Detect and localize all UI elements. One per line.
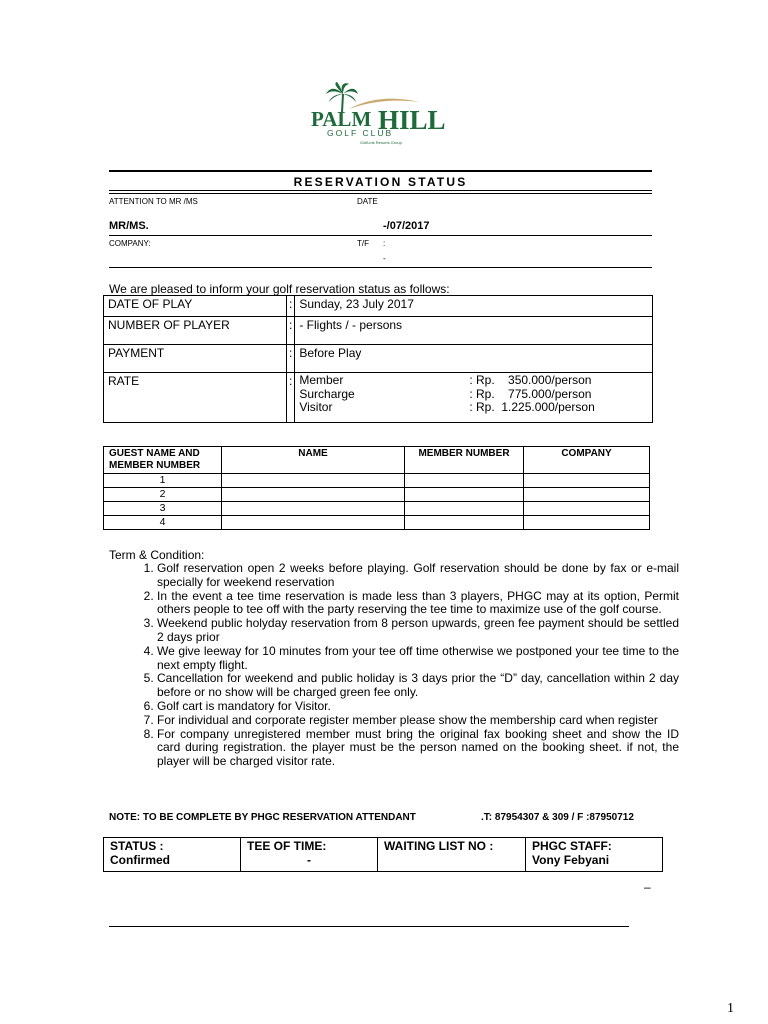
rate-line <box>299 374 648 388</box>
column-header: NAME <box>222 447 405 474</box>
tf-value: - <box>383 254 386 263</box>
table-row <box>104 488 650 502</box>
guest-table <box>103 446 650 530</box>
company-cell[interactable] <box>524 474 650 488</box>
term-item: 8. For company unregistered member must bring the original fax booking sheet and show the ID card during registration. the player must be the person named on the booking sheet. if not, the player will be charged visitor rate. <box>157 728 679 769</box>
staff-value: Vony Febyani <box>532 853 610 867</box>
rate-values <box>295 373 653 423</box>
table-row <box>104 296 653 317</box>
status-value: Confirmed <box>110 853 170 867</box>
term-item: 7. For individual and corporate register member please show the membership card when register <box>157 714 679 728</box>
name-cell[interactable] <box>222 516 405 530</box>
players-label: NUMBER OF PLAYER <box>104 317 287 345</box>
contact-numbers: .T: 87954307 & 309 / F :87950712 <box>481 812 634 823</box>
date-label: DATE <box>357 197 378 206</box>
term-item: 6. Golf cart is mandatory for Visitor. <box>157 700 679 714</box>
colon: : <box>287 296 295 317</box>
intro-text: We are pleased to inform your golf reservation status as follows: <box>109 282 450 296</box>
table-row <box>104 838 663 872</box>
colon: : <box>287 345 295 373</box>
rate-surcharge-label: Surcharge <box>299 386 355 401</box>
row-number: 3 <box>104 502 222 516</box>
logo-tagline: GolfLink Resorts Group <box>360 140 402 145</box>
rate-line <box>299 401 648 415</box>
page-number: 1 <box>727 1001 734 1016</box>
rate-member-value: : Rp. 350.000/person <box>469 373 592 387</box>
staff-cell <box>526 838 663 872</box>
colon: : <box>287 317 295 345</box>
rate-visitor-value: : Rp. 1.225.000/person <box>469 400 595 414</box>
term-item: 5. Cancellation for weekend and public holiday is 3 days prior the “D” day, cancellation within 2 day before or no show will be charged green fee only. <box>157 672 679 700</box>
company-cell[interactable] <box>524 516 650 530</box>
tf-label: T/F <box>357 239 369 248</box>
signature-line <box>109 926 629 927</box>
tf-colon: : <box>383 239 386 248</box>
divider <box>109 190 652 191</box>
trailing-dash: – <box>644 880 651 894</box>
member-number-cell[interactable] <box>405 502 524 516</box>
rate-member-label: Member <box>299 373 344 387</box>
column-header: MEMBER NUMBER <box>405 447 524 474</box>
rate-surcharge-value: : Rp. 775.000/person <box>469 386 592 401</box>
term-item: 1. Golf reservation open 2 weeks before playing. Golf reservation should be done by fax or e-mail specially for weekend reservation <box>157 562 679 590</box>
table-row <box>104 474 650 488</box>
reservation-info-table <box>103 295 653 423</box>
players-value: - Flights / - persons <box>295 317 653 345</box>
terms-heading: Term & Condition: <box>109 548 205 562</box>
member-number-cell[interactable] <box>405 474 524 488</box>
mr-ms-label: MR/MS. <box>109 220 149 232</box>
table-row <box>104 345 653 373</box>
logo-hill-text: HILL <box>378 105 446 135</box>
rate-visitor-label: Visitor <box>299 400 333 414</box>
rate-line <box>299 388 648 402</box>
member-number-cell[interactable] <box>405 488 524 502</box>
date-of-play-value: Sunday, 23 July 2017 <box>295 296 653 317</box>
column-header: GUEST NAME AND MEMBER NUMBER <box>104 447 222 474</box>
name-cell[interactable] <box>222 474 405 488</box>
name-cell[interactable] <box>222 502 405 516</box>
tee-time-cell <box>241 838 378 872</box>
table-row <box>104 373 653 423</box>
date-value: -/07/2017 <box>383 220 430 232</box>
divider <box>109 170 652 172</box>
company-cell[interactable] <box>524 488 650 502</box>
row-number: 2 <box>104 488 222 502</box>
document-title: RESERVATION STATUS <box>293 175 468 189</box>
term-item: 2. In the event a tee time reservation is made less than 3 players, PHGC may at its option, Permit others people to tee off with the party reserving the tee time to maximize use of the golf course. <box>157 590 679 618</box>
table-row <box>104 317 653 345</box>
status-table <box>103 837 663 872</box>
term-item: 3. Weekend public holyday reservation from 8 person upwards, green fee payment should be settled 2 days prior <box>157 617 679 645</box>
status-label: STATUS : <box>110 839 164 853</box>
date-of-play-label: DATE OF PLAY <box>104 296 287 317</box>
row-number: 1 <box>104 474 222 488</box>
waiting-list-cell <box>378 838 526 872</box>
divider <box>109 235 652 236</box>
divider <box>109 267 652 268</box>
member-number-cell[interactable] <box>405 516 524 530</box>
tee-time-label: TEE OF TIME: <box>247 839 327 853</box>
colon: : <box>287 373 295 423</box>
note-text: NOTE: TO BE COMPLETE BY PHGC RESERVATION ATTENDANT <box>109 812 416 823</box>
attention-label: ATTENTION TO MR /MS <box>109 197 198 206</box>
table-header-row <box>104 447 650 474</box>
tee-time-value: - <box>307 853 311 867</box>
payment-label: PAYMENT <box>104 345 287 373</box>
table-row <box>104 516 650 530</box>
rate-label: RATE <box>104 373 287 423</box>
divider <box>109 193 652 194</box>
company-cell[interactable] <box>524 502 650 516</box>
payment-value: Before Play <box>295 345 653 373</box>
terms-list <box>129 562 679 769</box>
table-row <box>104 502 650 516</box>
name-cell[interactable] <box>222 488 405 502</box>
logo-palm-text: PALM <box>311 107 372 131</box>
status-cell <box>104 838 241 872</box>
waiting-list-label: WAITING LIST NO : <box>384 839 494 853</box>
staff-label: PHGC STAFF: <box>532 839 612 853</box>
column-header: COMPANY <box>524 447 650 474</box>
logo-subtitle: GOLF CLUB <box>327 128 394 138</box>
term-item: 4. We give leeway for 10 minutes from your tee off time otherwise we postponed your tee time to the next empty flight. <box>157 645 679 673</box>
company-label: COMPANY: <box>109 239 151 248</box>
row-number: 4 <box>104 516 222 530</box>
